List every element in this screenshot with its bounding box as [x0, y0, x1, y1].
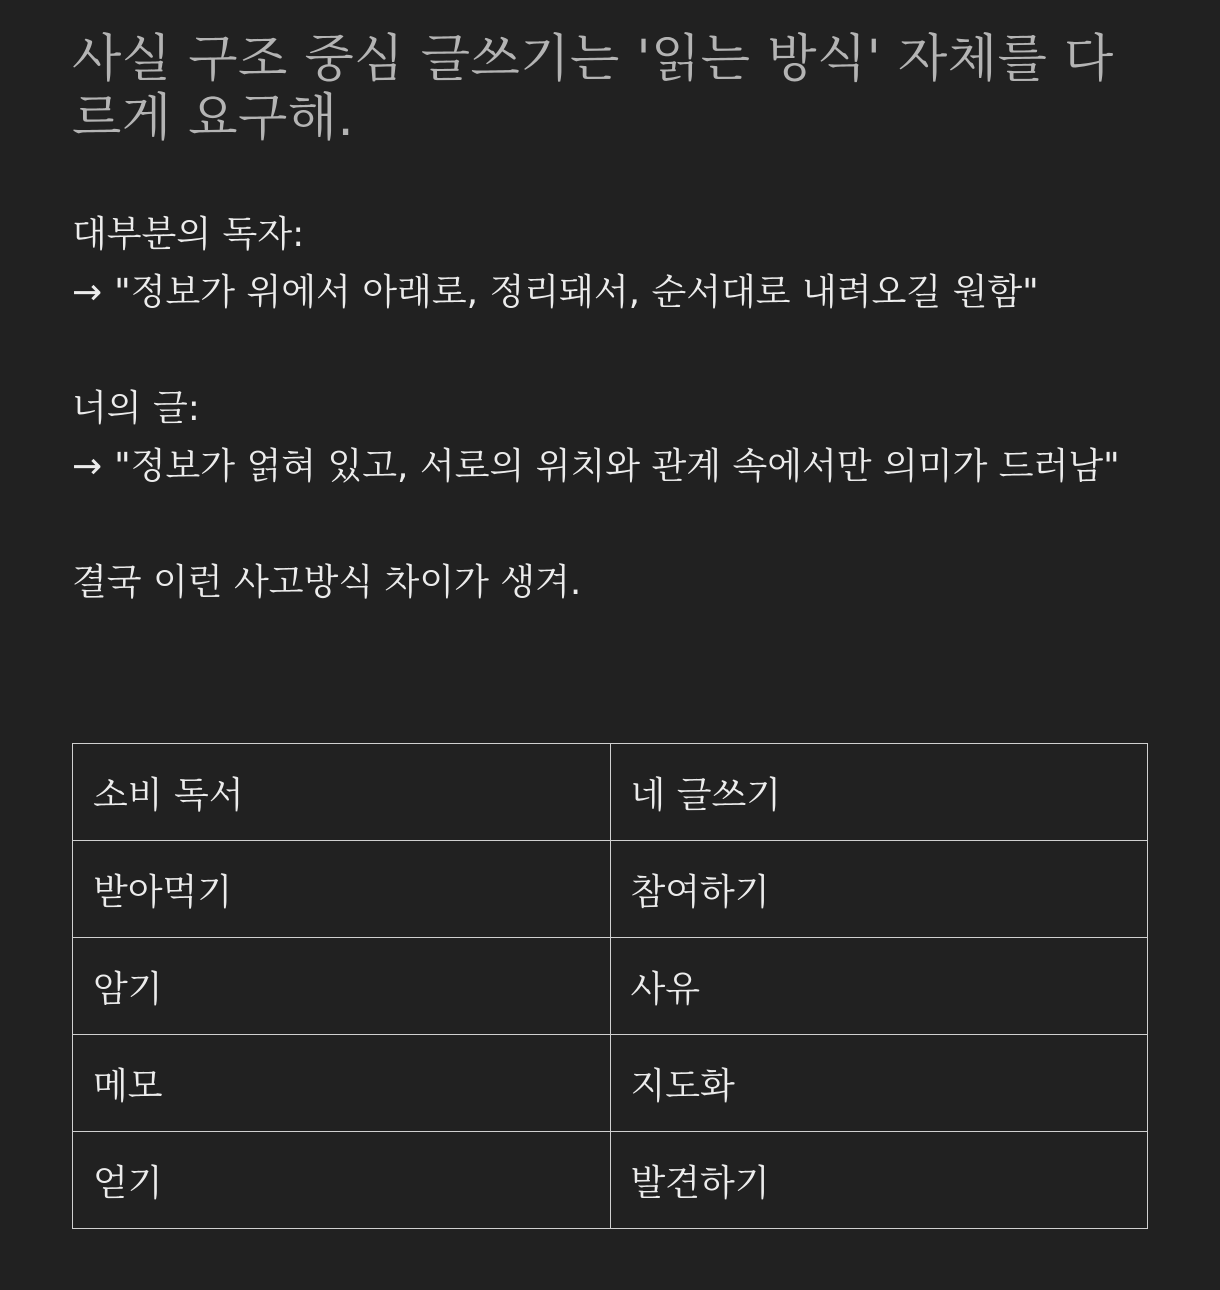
table-cell-left: 얻기: [73, 1132, 611, 1229]
table-cell-left: 소비 독서: [73, 744, 611, 841]
yours-label: 너의 글:: [72, 388, 200, 429]
table-row: [73, 1132, 1148, 1229]
table-cell-left: 암기: [73, 938, 611, 1035]
table-row: [73, 938, 1148, 1035]
table-cell-right: 지도화: [610, 1035, 1148, 1132]
table-row: [73, 841, 1148, 938]
table-cell-right: 참여하기: [610, 841, 1148, 938]
heading-text: 사실 구조 중심 글쓰기는 '읽는 방식' 자체를 다르게 요구해.: [72, 30, 1114, 148]
table-cell-left: 받아먹기: [73, 841, 611, 938]
table-row: [73, 744, 1148, 841]
readers-quote-line: [72, 264, 1148, 322]
table-cell-left: 메모: [73, 1035, 611, 1132]
table-cell-right: 사유: [610, 938, 1148, 1035]
table-cell-right: 발견하기: [610, 1132, 1148, 1229]
yours-quote: "정보가 얽혀 있고, 서로의 위치와 관계 속에서만 의미가 드러남": [114, 446, 1120, 487]
comparison-table: [72, 743, 1148, 1229]
table-row: [73, 1035, 1148, 1132]
readers-section: [72, 206, 1148, 322]
conclusion-text: 결국 이런 사고방식 차이가 생겨.: [72, 562, 582, 603]
right-arrow-icon: →: [72, 446, 103, 487]
yours-section: [72, 380, 1148, 496]
table-cell-right: 네 글쓰기: [610, 744, 1148, 841]
right-arrow-icon: →: [72, 272, 103, 313]
readers-label: 대부분의 독자:: [72, 214, 305, 255]
readers-quote: "정보가 위에서 아래로, 정리돼서, 순서대로 내려오길 원함": [114, 272, 1039, 313]
yours-quote-line: [72, 438, 1148, 496]
